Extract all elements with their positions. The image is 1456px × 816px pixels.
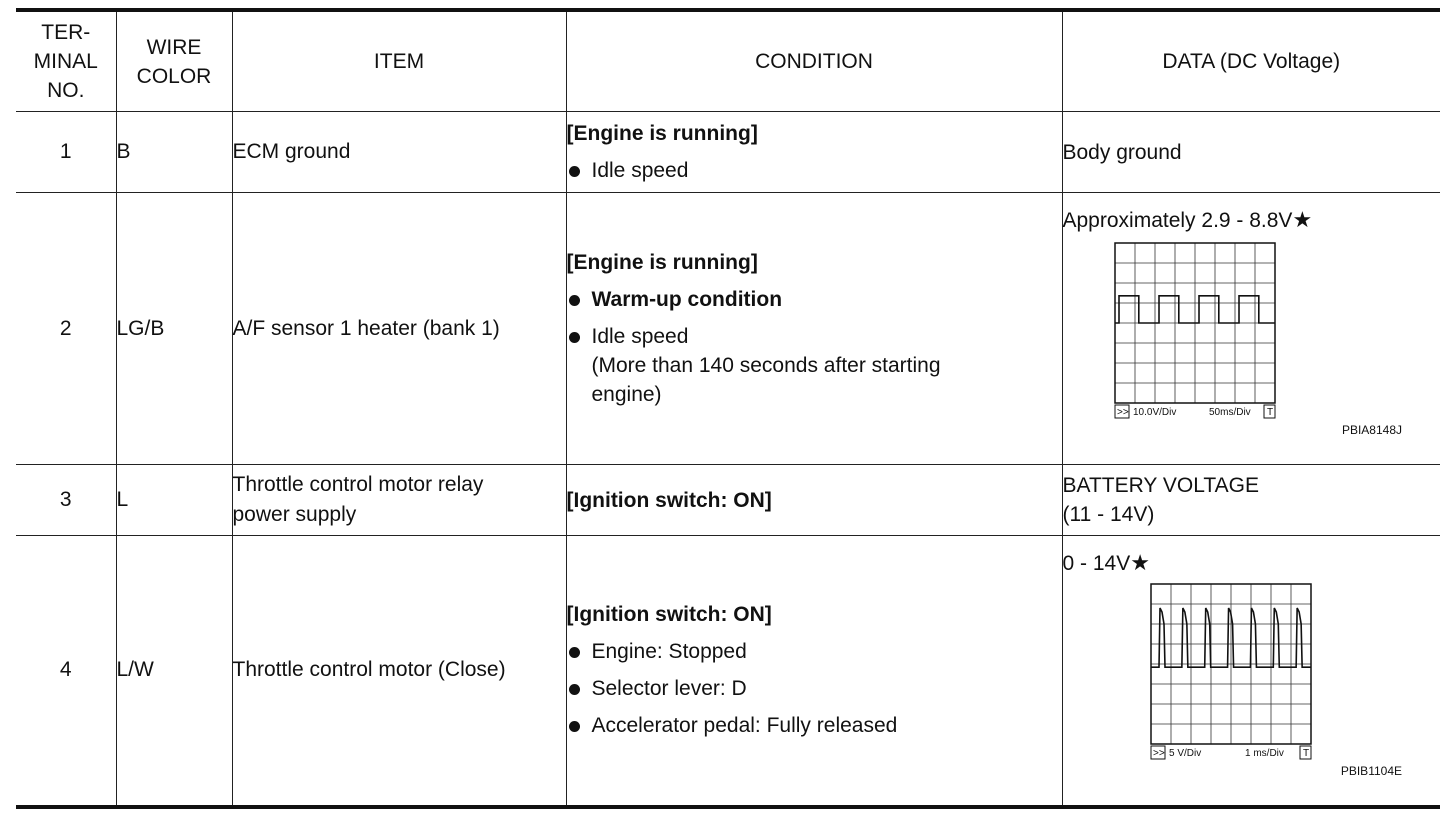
star-icon: ★	[1292, 207, 1313, 232]
data-cell	[1062, 193, 1440, 465]
figure-reference: PBIA8148J	[1341, 423, 1402, 437]
terminal-no-cell: 4	[16, 536, 116, 807]
item-cell: Throttle control motor relay power supply	[232, 465, 566, 536]
scope-volts-label: 5 V/Div	[1168, 748, 1201, 759]
condition-cell	[566, 112, 1062, 193]
scope-mode-label: >>	[1116, 407, 1129, 418]
header-data: DATA (DC Voltage)	[1062, 10, 1440, 112]
condition-cell	[566, 536, 1062, 807]
oscilloscope-trace	[1149, 582, 1441, 764]
wire-color-cell: L/W	[116, 536, 232, 807]
header-condition: CONDITION	[566, 10, 1062, 112]
item-cell: A/F sensor 1 heater (bank 1)	[232, 193, 566, 465]
star-icon: ★	[1130, 550, 1150, 575]
header-item: ITEM	[232, 10, 566, 112]
data-cell	[1062, 536, 1440, 807]
condition-item: Idle speed (More than 140 seconds after starting engine)	[567, 322, 1062, 409]
table-row	[16, 112, 1440, 193]
condition-item: Engine: Stopped	[567, 637, 1062, 666]
condition-item: Idle speed	[567, 156, 1062, 185]
scope-time-label: 50ms/Div	[1208, 407, 1251, 418]
wire-color-cell: LG/B	[116, 193, 232, 465]
oscilloscope-trace	[1113, 241, 1441, 423]
item-cell: Throttle control motor (Close)	[232, 536, 566, 807]
condition-item: Warm-up condition	[567, 285, 1062, 314]
condition-cell	[566, 193, 1062, 465]
header-terminal-no: TER- MINAL NO.	[16, 10, 116, 112]
scope-volts-label: 10.0V/Div	[1132, 407, 1176, 418]
condition-heading: [Engine is running]	[566, 251, 758, 274]
terminal-data-table	[16, 8, 1440, 809]
condition-heading: [Ignition switch: ON]	[566, 488, 772, 512]
scope-trigger-label: T	[1266, 407, 1273, 418]
data-cell: Body ground	[1062, 112, 1440, 193]
condition-item: Accelerator pedal: Fully released	[567, 711, 1062, 740]
oscilloscope-svg	[1113, 241, 1279, 423]
terminal-no-cell: 1	[16, 112, 116, 193]
terminal-no-cell: 2	[16, 193, 116, 465]
header-row	[16, 10, 1440, 112]
table-row	[16, 536, 1440, 807]
wire-color-cell: L	[116, 465, 232, 536]
condition-list	[567, 156, 1062, 185]
data-cell: BATTERY VOLTAGE (11 - 14V)	[1062, 465, 1440, 536]
condition-cell	[566, 465, 1062, 536]
scope-trigger-label: T	[1302, 748, 1309, 759]
condition-list	[567, 285, 1062, 409]
wire-color-cell: B	[116, 112, 232, 193]
scope-time-label: 1 ms/Div	[1244, 748, 1284, 759]
condition-list	[567, 637, 1062, 740]
header-wire-color: WIRE COLOR	[116, 10, 232, 112]
table-row	[16, 465, 1440, 536]
data-value: 0 - 14V★	[1062, 550, 1150, 575]
table-row	[16, 193, 1440, 465]
oscilloscope-svg	[1149, 582, 1315, 764]
data-value: Approximately 2.9 - 8.8V★	[1062, 207, 1313, 232]
condition-heading: [Ignition switch: ON]	[566, 603, 772, 627]
figure-reference: PBIB1104E	[1340, 764, 1402, 778]
item-cell: ECM ground	[232, 112, 566, 193]
scope-grid	[1151, 584, 1311, 744]
condition-item: Selector lever: D	[567, 674, 1062, 703]
scope-mode-label: >>	[1152, 748, 1165, 759]
condition-heading: [Engine is running]	[566, 122, 758, 145]
terminal-no-cell: 3	[16, 465, 116, 536]
